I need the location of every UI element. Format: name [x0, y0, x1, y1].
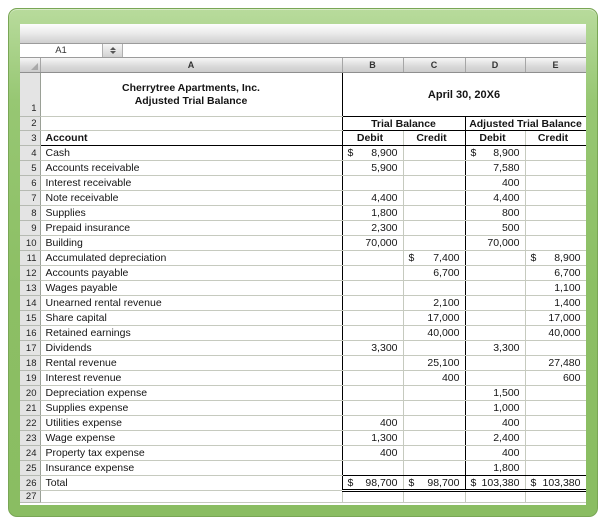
trial-balance-group-header[interactable]: Trial Balance	[342, 117, 465, 131]
cell[interactable]: 800	[465, 206, 525, 221]
cell[interactable]	[403, 176, 465, 191]
cell[interactable]	[342, 371, 403, 386]
cell[interactable]: 1,800	[342, 206, 403, 221]
row-header[interactable]: 16	[20, 326, 40, 341]
table-row	[20, 326, 586, 341]
cell[interactable]	[525, 431, 586, 446]
cell[interactable]	[465, 356, 525, 371]
company-name: Cherrytree Apartments, Inc.	[122, 82, 260, 94]
worksheet-grid	[20, 58, 586, 503]
cell[interactable]: 3,300	[342, 341, 403, 356]
account-name-cell[interactable]: Depreciation expense	[40, 386, 342, 401]
cell[interactable]	[342, 266, 403, 281]
row-header[interactable]: 14	[20, 296, 40, 311]
cell[interactable]	[403, 461, 465, 476]
cell[interactable]: 4,400	[342, 191, 403, 206]
cell[interactable]	[40, 491, 342, 503]
account-name-cell[interactable]: Accounts receivable	[40, 161, 342, 176]
table-row	[20, 371, 586, 386]
cell[interactable]: 2,300	[342, 221, 403, 236]
row-header[interactable]: 6	[20, 176, 40, 191]
cell[interactable]: 600	[525, 371, 586, 386]
cell[interactable]	[525, 491, 586, 503]
cell[interactable]: 400	[465, 416, 525, 431]
column-header-e[interactable]: E	[525, 58, 586, 73]
table-row	[20, 236, 586, 251]
cell[interactable]	[465, 281, 525, 296]
account-name-cell[interactable]: Supplies	[40, 206, 342, 221]
total-row	[20, 476, 586, 491]
corner-triangle-icon	[31, 63, 38, 70]
cell[interactable]: $ 98,700	[342, 476, 403, 491]
statement-name: Adjusted Trial Balance	[134, 94, 248, 107]
cell[interactable]	[525, 461, 586, 476]
atb-debit-label[interactable]: Debit	[465, 131, 525, 146]
row-header[interactable]: 26	[20, 476, 40, 491]
cell[interactable]: $ 103,380	[465, 476, 525, 491]
cell[interactable]: 6,700	[403, 266, 465, 281]
cell[interactable]	[525, 416, 586, 431]
dollar-sign: $	[347, 476, 354, 489]
adjusted-trial-balance-group-header[interactable]: Adjusted Trial Balance	[465, 117, 586, 131]
table-row	[20, 446, 586, 461]
account-name-cell[interactable]: Accumulated depreciation	[40, 251, 342, 266]
cell[interactable]	[525, 161, 586, 176]
cell[interactable]	[342, 356, 403, 371]
table-row	[20, 281, 586, 296]
cell-name-box[interactable]: A1	[20, 44, 103, 57]
account-name-cell[interactable]: Cash	[40, 146, 342, 161]
cell[interactable]	[465, 491, 525, 503]
account-name-cell[interactable]: Supplies expense	[40, 401, 342, 416]
account-name-cell[interactable]: Accounts payable	[40, 266, 342, 281]
cell[interactable]: 400	[342, 416, 403, 431]
dollar-sign: $	[347, 147, 354, 159]
account-name-cell[interactable]: Interest revenue	[40, 371, 342, 386]
cell[interactable]	[403, 431, 465, 446]
column-labels-row	[20, 131, 586, 146]
table-row	[20, 221, 586, 236]
cell[interactable]	[342, 296, 403, 311]
row-header[interactable]: 5	[20, 161, 40, 176]
cell[interactable]	[40, 117, 342, 131]
column-header-c[interactable]: C	[403, 58, 465, 73]
cell[interactable]: 5,900	[342, 161, 403, 176]
account-name-cell[interactable]: Wages payable	[40, 281, 342, 296]
account-name-cell[interactable]: Building	[40, 236, 342, 251]
cell[interactable]	[342, 401, 403, 416]
cell[interactable]: 3,300	[465, 341, 525, 356]
table-row	[20, 386, 586, 401]
formula-input[interactable]	[123, 44, 586, 57]
cell[interactable]: 6,700	[525, 266, 586, 281]
dollar-sign: $	[408, 476, 415, 489]
table-row	[20, 311, 586, 326]
row-header[interactable]: 15	[20, 311, 40, 326]
account-column-label[interactable]: Account	[40, 131, 342, 146]
cell[interactable]: 400	[342, 446, 403, 461]
column-header-a[interactable]: A	[40, 58, 342, 73]
table-row	[20, 191, 586, 206]
cell[interactable]: 1,500	[465, 386, 525, 401]
cell[interactable]	[403, 401, 465, 416]
cell[interactable]	[465, 371, 525, 386]
dollar-sign: $	[408, 252, 415, 264]
cell[interactable]	[525, 221, 586, 236]
cell[interactable]	[342, 386, 403, 401]
account-name-cell[interactable]: Share capital	[40, 311, 342, 326]
cell[interactable]: 1,300	[342, 431, 403, 446]
cell[interactable]	[403, 146, 465, 161]
cell[interactable]: 25,100	[403, 356, 465, 371]
cell[interactable]	[525, 401, 586, 416]
row-header[interactable]: 24	[20, 446, 40, 461]
cell[interactable]	[403, 236, 465, 251]
account-name-cell[interactable]: Insurance expense	[40, 461, 342, 476]
cell[interactable]: 17,000	[525, 311, 586, 326]
cell[interactable]	[342, 311, 403, 326]
tb-debit-label[interactable]: Debit	[342, 131, 403, 146]
row-header[interactable]: 17	[20, 341, 40, 356]
cell[interactable]	[465, 326, 525, 341]
cell[interactable]	[465, 266, 525, 281]
cell[interactable]	[525, 146, 586, 161]
table-row	[20, 266, 586, 281]
cell[interactable]	[465, 311, 525, 326]
table-row	[20, 356, 586, 371]
row-header[interactable]: 27	[20, 491, 40, 503]
table-row	[20, 431, 586, 446]
cell[interactable]	[403, 191, 465, 206]
cell[interactable]: 27,480	[525, 356, 586, 371]
row-header[interactable]: 25	[20, 461, 40, 476]
account-name-cell[interactable]: Interest receivable	[40, 176, 342, 191]
cell[interactable]: 1,000	[465, 401, 525, 416]
stepper-up-icon	[110, 47, 116, 50]
cell[interactable]	[525, 236, 586, 251]
cell[interactable]: 2,400	[465, 431, 525, 446]
empty-row	[20, 491, 586, 503]
cell[interactable]: 500	[465, 221, 525, 236]
account-name-cell[interactable]: Dividends	[40, 341, 342, 356]
dollar-sign: $	[470, 476, 477, 489]
worksheet-title-cell[interactable]	[40, 73, 342, 117]
row-header[interactable]: 18	[20, 356, 40, 371]
cell[interactable]: 40,000	[525, 326, 586, 341]
account-name-cell[interactable]: Total	[40, 476, 342, 491]
table-row	[20, 461, 586, 476]
cell[interactable]	[403, 446, 465, 461]
cell[interactable]	[342, 491, 403, 503]
cell[interactable]	[403, 161, 465, 176]
table-row	[20, 296, 586, 311]
dollar-sign: $	[470, 147, 477, 159]
cell[interactable]: 1,100	[525, 281, 586, 296]
cell[interactable]: 70,000	[342, 236, 403, 251]
row-header[interactable]: 8	[20, 206, 40, 221]
row-header[interactable]: 3	[20, 131, 40, 146]
cell[interactable]	[403, 206, 465, 221]
dollar-sign: $	[530, 252, 537, 264]
cell[interactable]	[342, 461, 403, 476]
table-row	[20, 161, 586, 176]
cell[interactable]	[342, 251, 403, 266]
account-name-cell[interactable]: Retained earnings	[40, 326, 342, 341]
table-row	[20, 416, 586, 431]
row-header[interactable]: 4	[20, 146, 40, 161]
formula-bar	[20, 44, 586, 58]
table-row	[20, 146, 586, 161]
row-header[interactable]: 7	[20, 191, 40, 206]
account-name-cell[interactable]: Unearned rental revenue	[40, 296, 342, 311]
select-all-corner[interactable]	[20, 58, 40, 73]
cell[interactable]	[342, 281, 403, 296]
cell[interactable]	[525, 176, 586, 191]
table-row	[20, 401, 586, 416]
cell[interactable]: 7,580	[465, 161, 525, 176]
cell[interactable]	[525, 206, 586, 221]
row-header[interactable]: 2	[20, 117, 40, 131]
cell[interactable]	[403, 221, 465, 236]
cell[interactable]: 70,000	[465, 236, 525, 251]
title-row	[20, 73, 586, 117]
cell[interactable]	[525, 446, 586, 461]
cell[interactable]	[403, 281, 465, 296]
row-header[interactable]: 20	[20, 386, 40, 401]
column-header-d[interactable]: D	[465, 58, 525, 73]
cell[interactable]: 400	[403, 371, 465, 386]
cell[interactable]: 17,000	[403, 311, 465, 326]
cell[interactable]: $ 8,900	[525, 251, 586, 266]
cell[interactable]: 4,400	[465, 191, 525, 206]
cell[interactable]: $ 8,900	[342, 146, 403, 161]
tb-credit-label[interactable]: Credit	[403, 131, 465, 146]
table-row	[20, 251, 586, 266]
row-header[interactable]: 12	[20, 266, 40, 281]
row-header[interactable]: 19	[20, 371, 40, 386]
table-row	[20, 341, 586, 356]
cell[interactable]: 2,100	[403, 296, 465, 311]
cell[interactable]	[403, 416, 465, 431]
table-row	[20, 206, 586, 221]
cell[interactable]: 1,800	[465, 461, 525, 476]
atb-credit-label[interactable]: Credit	[525, 131, 586, 146]
green-border-frame	[8, 8, 598, 517]
cell[interactable]	[525, 341, 586, 356]
cell[interactable]: $ 7,400	[403, 251, 465, 266]
row-header[interactable]: 10	[20, 236, 40, 251]
cell[interactable]	[342, 176, 403, 191]
account-name-cell[interactable]: Utilities expense	[40, 416, 342, 431]
cell[interactable]	[525, 191, 586, 206]
row-header[interactable]: 22	[20, 416, 40, 431]
cell[interactable]	[403, 491, 465, 503]
row-header[interactable]: 1	[20, 73, 40, 117]
column-header-b[interactable]: B	[342, 58, 403, 73]
date-cell[interactable]: April 30, 20X6	[342, 73, 586, 117]
cell[interactable]	[525, 386, 586, 401]
table-row	[20, 176, 586, 191]
cell-reference-stepper[interactable]	[103, 44, 123, 57]
account-name-cell[interactable]: Wage expense	[40, 431, 342, 446]
account-name-cell[interactable]: Rental revenue	[40, 356, 342, 371]
cell[interactable]: $ 103,380	[525, 476, 586, 491]
cell[interactable]	[465, 296, 525, 311]
account-name-cell[interactable]: Note receivable	[40, 191, 342, 206]
cell[interactable]: $ 8,900	[465, 146, 525, 161]
row-header[interactable]: 11	[20, 251, 40, 266]
spreadsheet-window	[20, 24, 586, 505]
account-name-cell[interactable]: Prepaid insurance	[40, 221, 342, 236]
account-name-cell[interactable]: Property tax expense	[40, 446, 342, 461]
stepper-down-icon	[110, 51, 116, 54]
cell[interactable]	[342, 326, 403, 341]
cell[interactable]	[403, 386, 465, 401]
row-header[interactable]: 9	[20, 221, 40, 236]
row-header[interactable]: 23	[20, 431, 40, 446]
cell[interactable]: 1,400	[525, 296, 586, 311]
cell[interactable]: 400	[465, 176, 525, 191]
cell[interactable]: 400	[465, 446, 525, 461]
dollar-sign: $	[530, 476, 537, 489]
cell[interactable]	[465, 251, 525, 266]
row-header[interactable]: 13	[20, 281, 40, 296]
cell[interactable]	[403, 341, 465, 356]
cell[interactable]: $ 98,700	[403, 476, 465, 491]
toolbar-strip	[20, 24, 586, 44]
row-header[interactable]: 21	[20, 401, 40, 416]
group-header-row	[20, 117, 586, 131]
cell[interactable]: 40,000	[403, 326, 465, 341]
